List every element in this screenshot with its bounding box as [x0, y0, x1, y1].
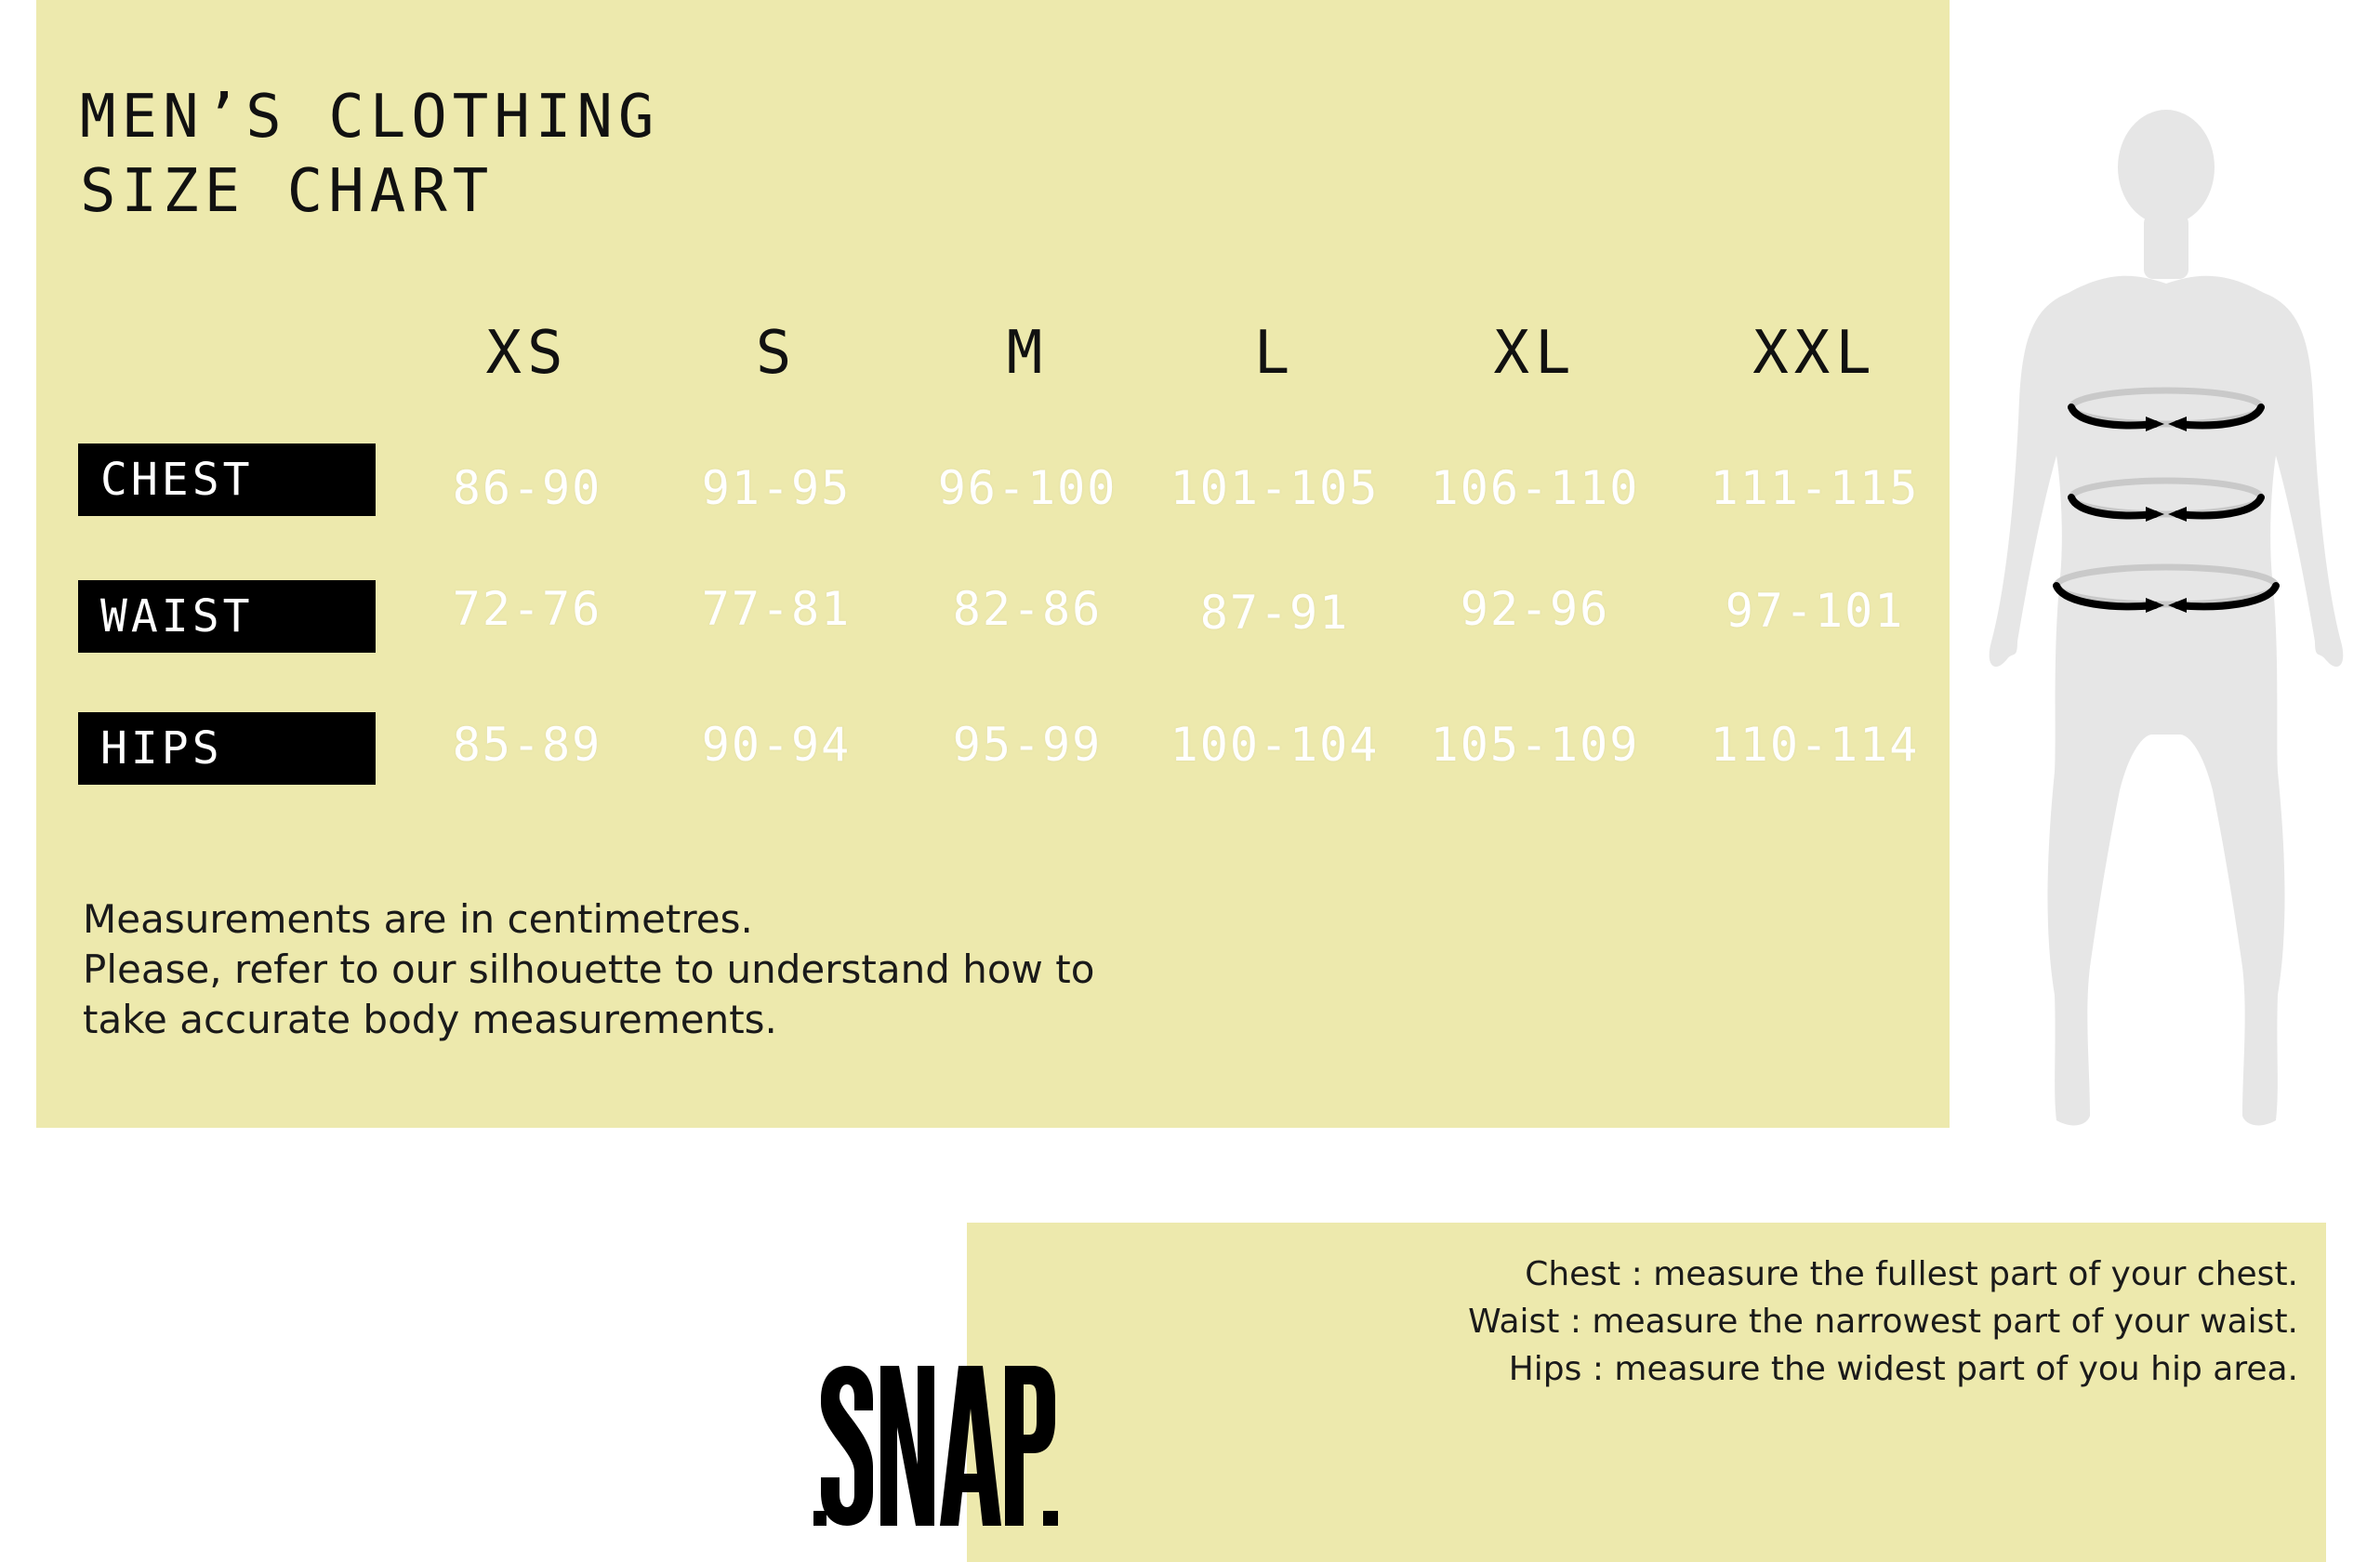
- chest-cell-l: 101-105: [1170, 461, 1380, 515]
- waist-cell-m: 82-86: [952, 582, 1103, 636]
- hips-cell-m: 95-99: [952, 718, 1103, 772]
- note-line-2: Please, refer to our silhouette to understand how to: [83, 946, 1095, 992]
- hips-cell-xxl: 110-114: [1710, 718, 1920, 772]
- size-header-xl: XL: [1493, 319, 1577, 388]
- waist-instruction: Waist : measure the narrowest part of your waist.: [1468, 1303, 2298, 1341]
- chest-cell-m: 96-100: [937, 461, 1117, 515]
- snap-logo: [813, 1362, 1060, 1529]
- instructions-panel: [967, 1223, 2326, 1562]
- size-header-s: S: [755, 319, 798, 388]
- title-line-2: SIZE CHART: [80, 157, 495, 226]
- hips-instruction: Hips : measure the widest part of you hip area.: [1508, 1350, 2298, 1388]
- size-header-xxl: XXL: [1752, 319, 1877, 388]
- size-header-xs: XS: [485, 319, 569, 388]
- waist-cell-xs: 72-76: [452, 582, 602, 636]
- note-line-3: take accurate body measurements.: [83, 997, 777, 1042]
- row-label-hips: HIPS: [78, 712, 376, 785]
- page-title: [80, 80, 659, 229]
- hips-cell-xs: 85-89: [452, 718, 602, 772]
- hips-cell-s: 90-94: [701, 718, 852, 772]
- hips-cell-xl: 105-109: [1430, 718, 1640, 772]
- chest-cell-xs: 86-90: [452, 461, 602, 515]
- waist-cell-xl: 92-96: [1460, 582, 1610, 636]
- waist-cell-xxl: 97-101: [1725, 584, 1905, 638]
- title-line-1: MEN’S CLOTHING: [80, 83, 660, 152]
- chest-instruction: Chest : measure the fullest part of your chest.: [1525, 1255, 2298, 1293]
- waist-cell-s: 77-81: [701, 582, 852, 636]
- measurement-note: [83, 894, 1291, 1045]
- body-silhouette-image: [1980, 102, 2352, 1134]
- chest-cell-xxl: 111-115: [1710, 461, 1920, 515]
- waist-cell-l: 87-91: [1199, 586, 1350, 640]
- size-header-l: L: [1253, 319, 1296, 388]
- chest-cell-xl: 106-110: [1430, 461, 1640, 515]
- size-header-m: M: [1006, 319, 1049, 388]
- chest-cell-s: 91-95: [701, 461, 852, 515]
- note-line-1: Measurements are in centimetres.: [83, 896, 753, 942]
- measurement-instructions: [1468, 1251, 2298, 1393]
- hips-cell-l: 100-104: [1170, 718, 1380, 772]
- row-label-chest: CHEST: [78, 443, 376, 516]
- row-label-waist: WAIST: [78, 580, 376, 653]
